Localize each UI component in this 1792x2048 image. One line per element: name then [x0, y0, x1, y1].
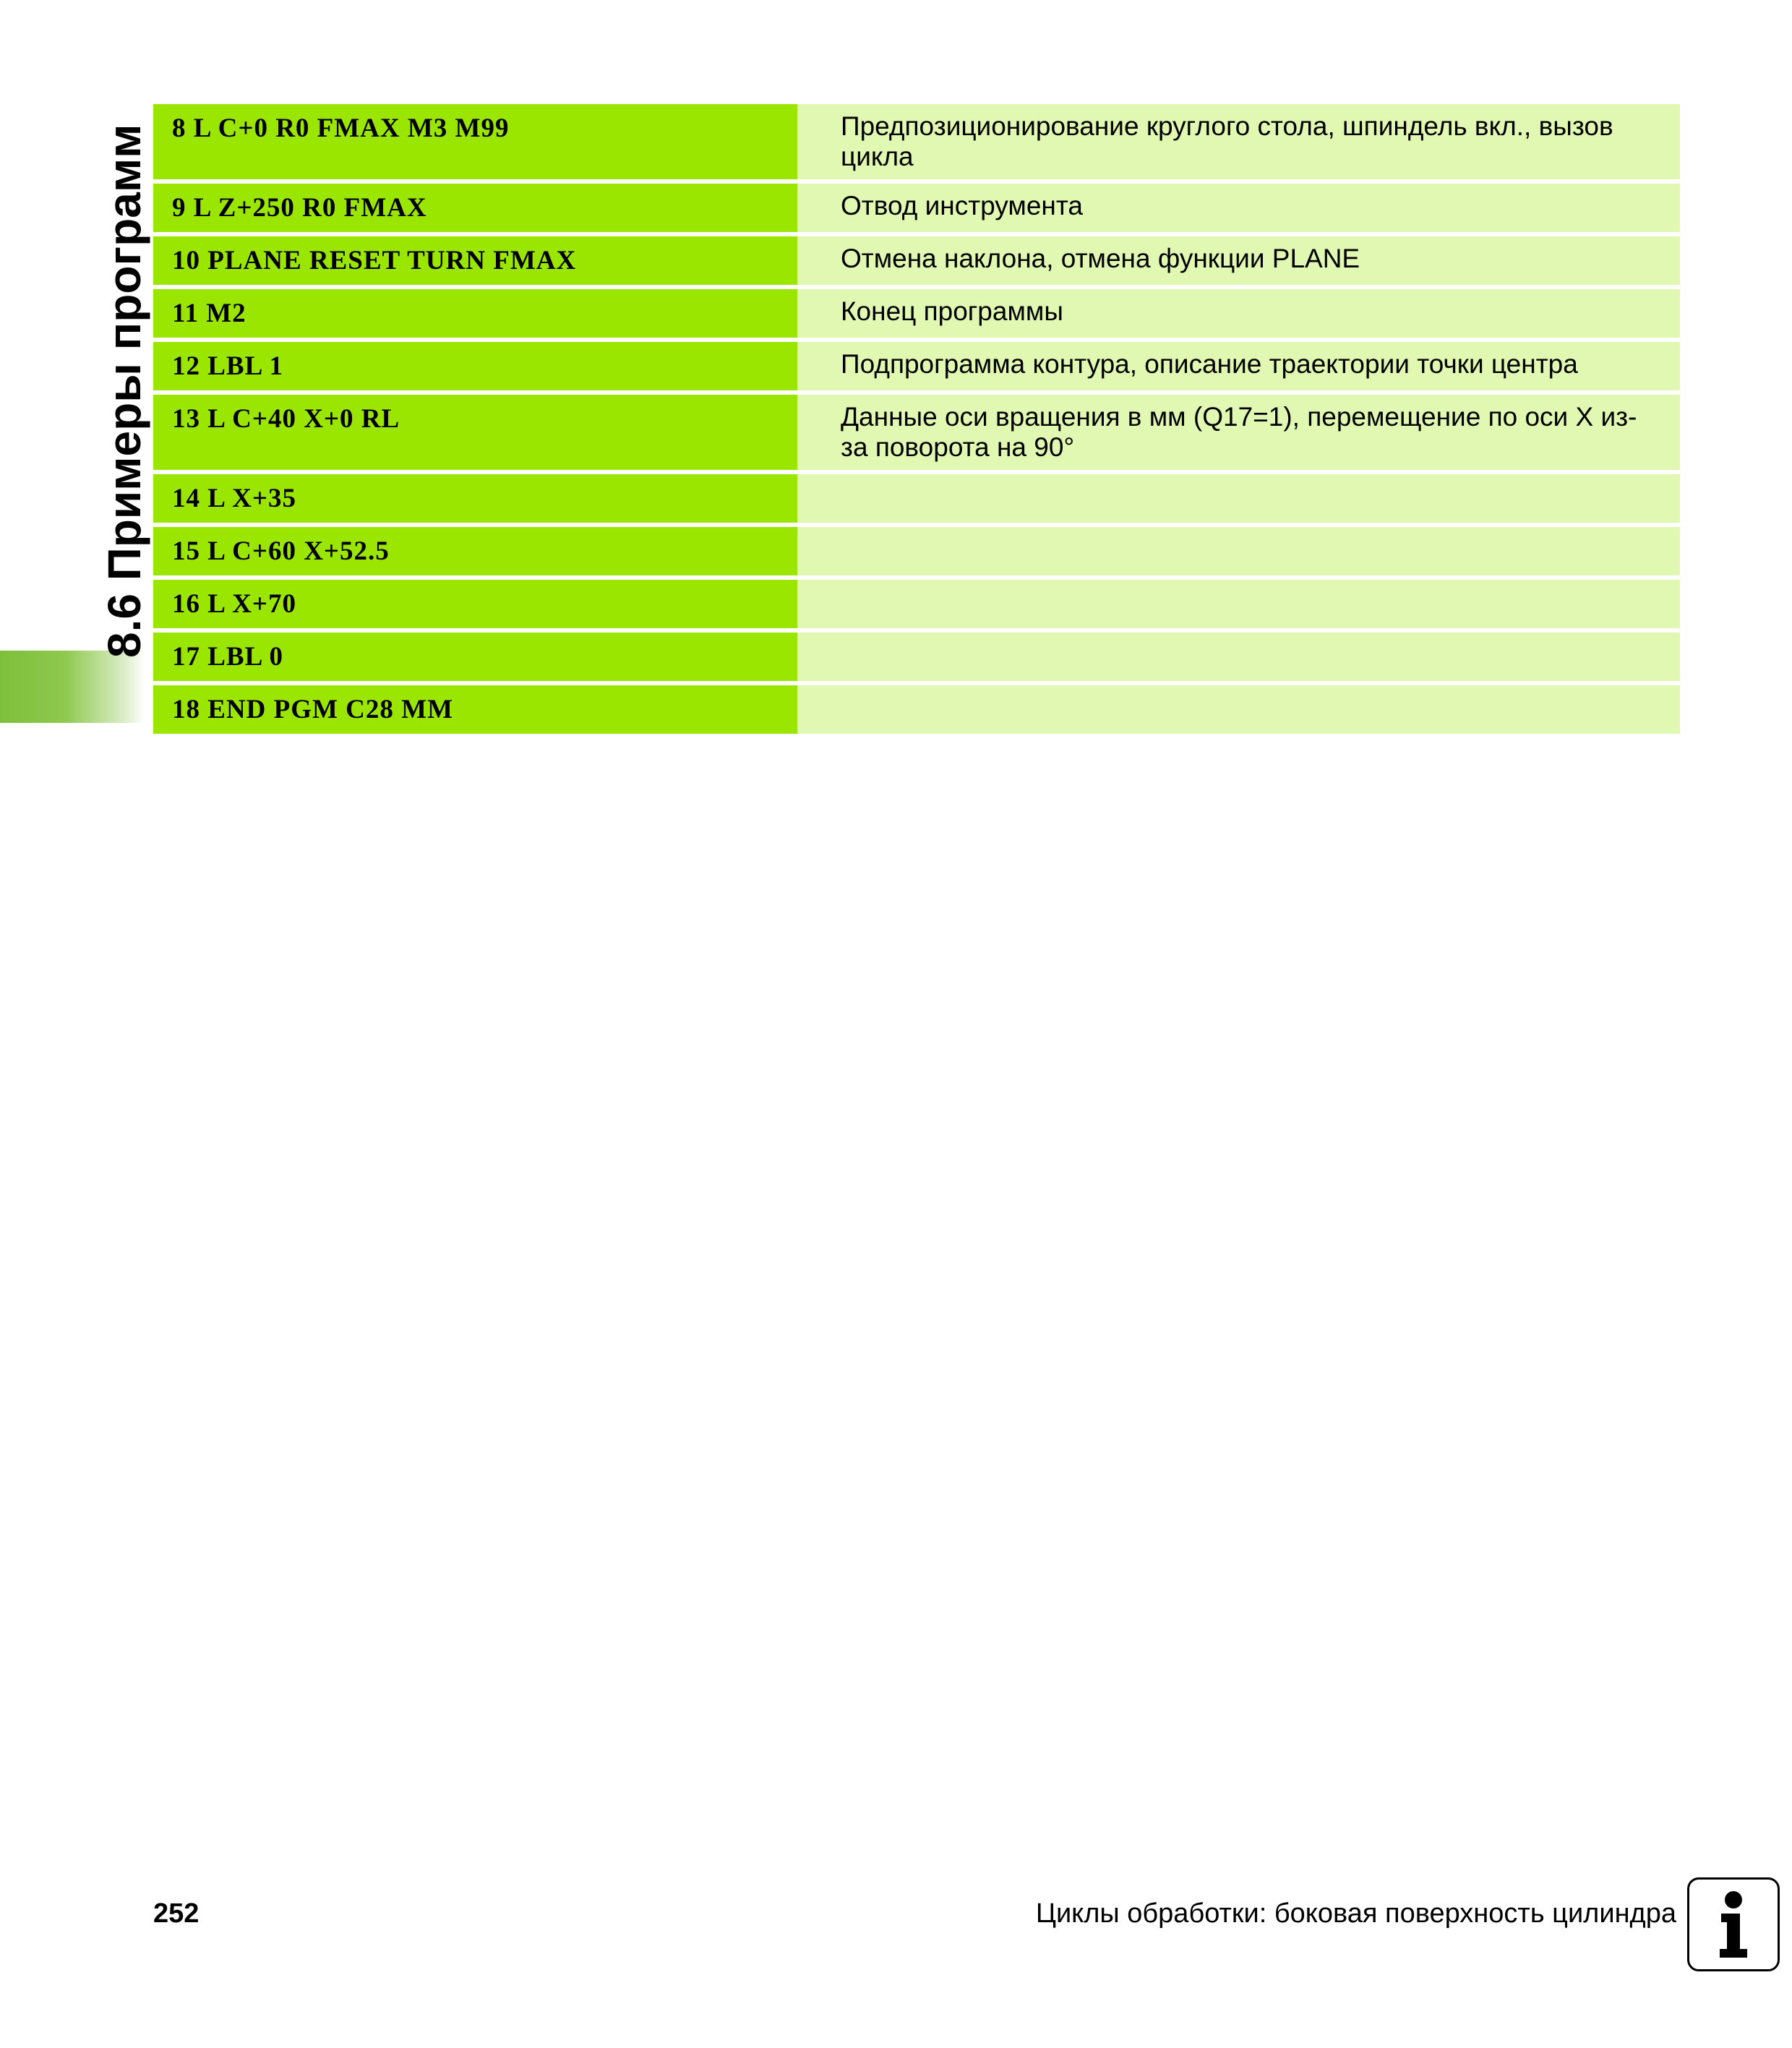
- section-title: 8.6 Примеры программ: [98, 124, 150, 658]
- nc-block-description: Отмена наклона, отмена функции PLANE: [797, 236, 1680, 285]
- table-row: [153, 580, 1680, 628]
- nc-block-code: 11 M2: [153, 289, 797, 338]
- nc-block-code: 17 LBL 0: [153, 633, 797, 681]
- chapter-tab-marker: [0, 651, 145, 723]
- nc-block-description: Подпрограмма контура, описание траектории точки центра: [797, 342, 1680, 390]
- nc-block-description: Отвод инструмента: [797, 184, 1680, 232]
- nc-block-code: 9 L Z+250 R0 FMAX: [153, 184, 797, 232]
- table-row: [153, 633, 1680, 681]
- nc-block-code: 8 L C+0 R0 FMAX M3 M99: [153, 104, 797, 179]
- chapter-footer-title: Циклы обработки: боковая поверхность цилиндра: [1035, 1898, 1676, 1929]
- nc-block-code: 13 L C+40 X+0 RL: [153, 395, 797, 470]
- nc-block-description: Данные оси вращения в мм (Q17=1), перемещение по оси X из-за поворота на 90°: [797, 395, 1680, 470]
- nc-block-code: 16 L X+70: [153, 580, 797, 628]
- nc-block-code: 12 LBL 1: [153, 342, 797, 390]
- info-icon: [1687, 1877, 1780, 1971]
- nc-block-code: 15 L C+60 X+52.5: [153, 527, 797, 575]
- table-row: [153, 342, 1680, 390]
- table-row: [153, 104, 1680, 179]
- nc-block-description: [797, 580, 1680, 628]
- table-row: [153, 474, 1680, 523]
- nc-program-table: [153, 100, 1680, 738]
- table-row: [153, 184, 1680, 232]
- table-row: [153, 527, 1680, 575]
- nc-block-code: 14 L X+35: [153, 474, 797, 523]
- nc-block-description: [797, 527, 1680, 575]
- nc-block-description: Конец программы: [797, 289, 1680, 338]
- nc-block-code: 10 PLANE RESET TURN FMAX: [153, 236, 797, 285]
- table-row: [153, 395, 1680, 470]
- nc-block-code: 18 END PGM C28 MM: [153, 685, 797, 734]
- nc-block-description: [797, 474, 1680, 523]
- page-number: 252: [153, 1898, 200, 1929]
- info-glyph: [1689, 1880, 1778, 1969]
- table-row: [153, 236, 1680, 285]
- nc-block-description: [797, 633, 1680, 681]
- nc-block-description: [797, 685, 1680, 734]
- nc-block-description: Предпозиционирование круглого стола, шпиндель вкл., вызов цикла: [797, 104, 1680, 179]
- table-row: [153, 289, 1680, 338]
- table-row: [153, 685, 1680, 734]
